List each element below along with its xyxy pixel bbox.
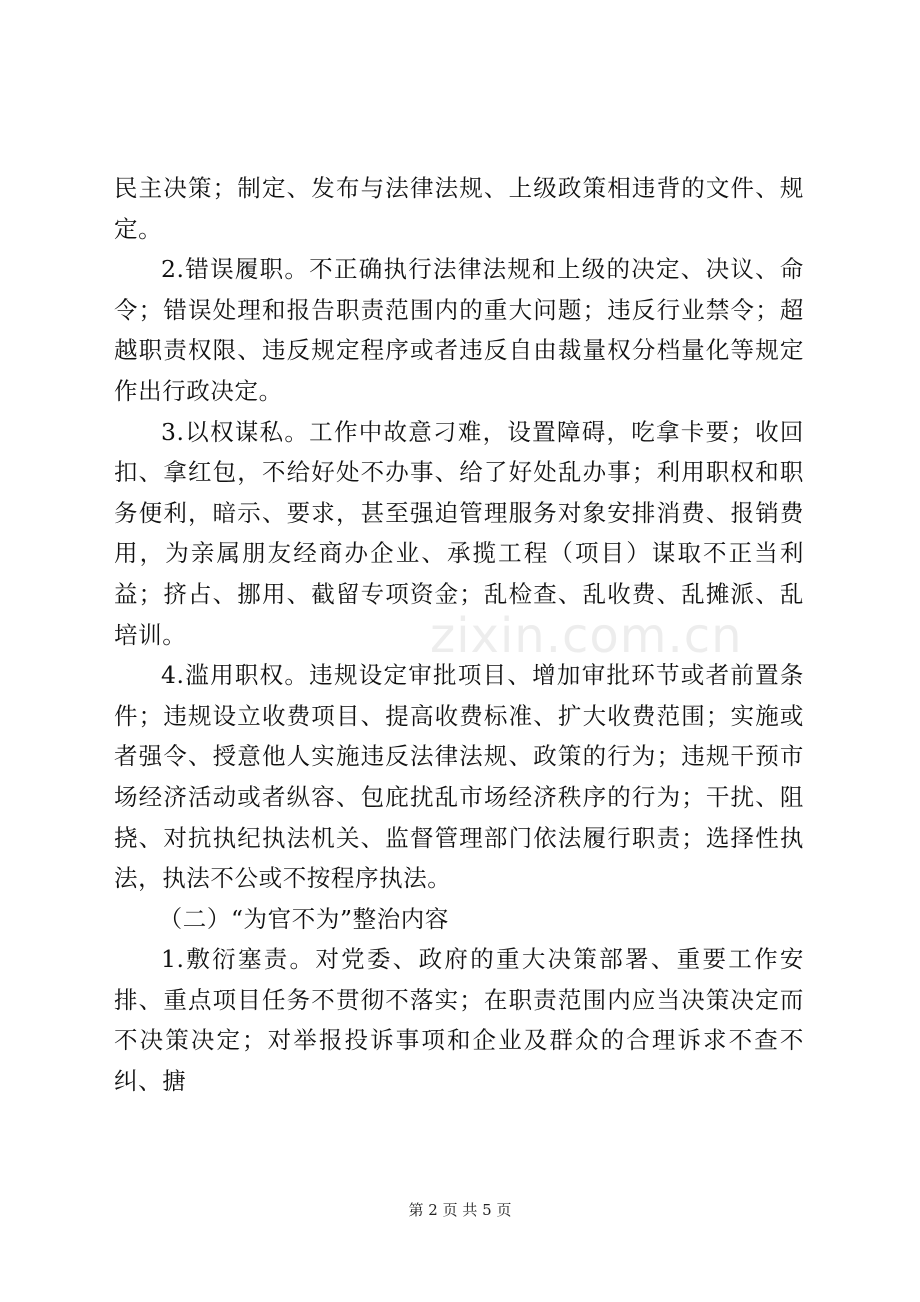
watermark-text: zixin.com.cn <box>430 608 743 664</box>
document-body <box>114 168 804 1102</box>
page-footer <box>0 1199 920 1221</box>
section-heading: （二）“为官不为”整治内容 <box>158 904 449 933</box>
paragraph-item-4: 4.滥用职权。违规设定审批项目、增加审批环节或者前置条件；违规设立收费项目、提高收费标准、扩大收费范围；实施或者强令、授意他人实施违反法律法规、政策的行为；违规干预市场经济活动或者纵容、包庇扰乱市场经济秩序的行为；干扰、阻挠、对抗执纪执法机关、监督管理部门依法履行职责；选择性执法，执法不公或不按程序执法。 <box>114 661 804 893</box>
paragraph-item-3: 3.以权谋私。工作中故意刁难，设置障碍，吃拿卡要；收回扣、拿红包，不给好处不办事、给了好处乱办事；利用职权和职务便利，暗示、要求，甚至强迫管理服务对象安排消费、报销费用，为亲属朋友经商办企业、承揽工程（项目）谋取不正当利益；挤占、挪用、截留专项资金；乱检查、乱收费、乱摊派、乱培训。 <box>114 417 804 649</box>
page-number-label: 第 2 页 共 5 页 <box>408 1201 512 1219</box>
paragraph-item-2: 2.错误履职。不正确执行法律法规和上级的决定、决议、命令；错误处理和报告职责范围内的重大问题；违反行业禁令；超越职责权限、违反规定程序或者违反自由裁量权分档量化等规定作出行政决定。 <box>114 255 804 405</box>
paragraph-section-item-1: 1.敷衍塞责。对党委、政府的重大决策部署、重要工作安排、重点项目任务不贯彻不落实；在职责范围内应当决策决定而不决策决定；对举报投诉事项和企业及群众的合理诉求不查不纠、搪 <box>114 945 804 1096</box>
paragraph-continuation: 民主决策；制定、发布与法律法规、上级政策相违背的文件、规定。 <box>114 174 804 243</box>
